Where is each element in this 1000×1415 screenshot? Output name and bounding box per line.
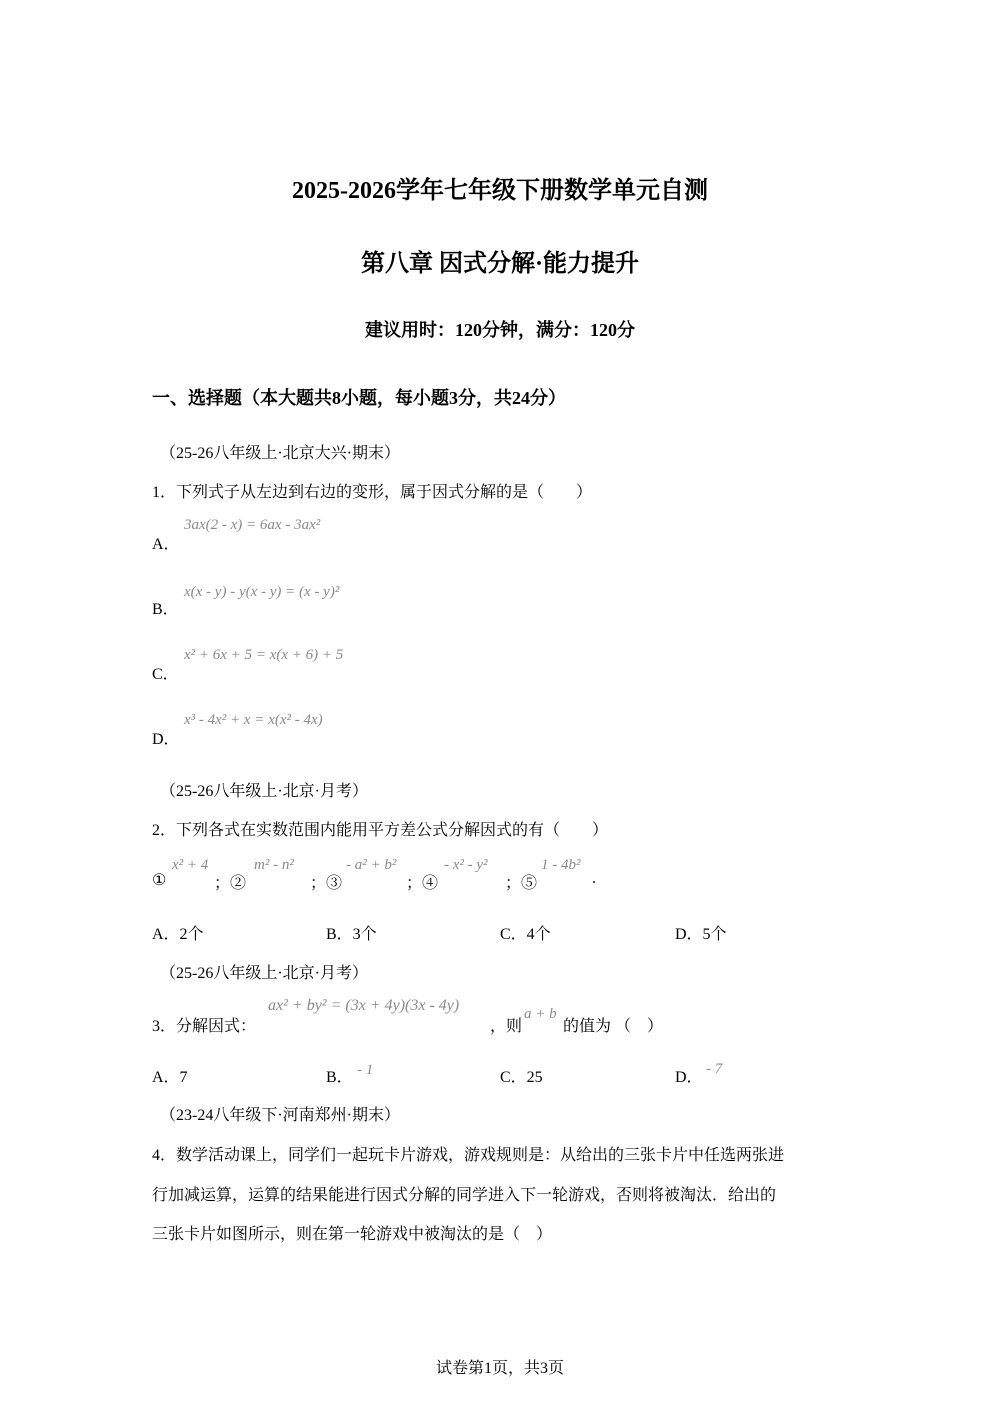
q2-option-c: C．4个 — [500, 926, 551, 943]
q1-source: （25-26八年级上·北京大兴·期末） — [160, 445, 400, 462]
q2-item-3-marker: ；③ — [310, 875, 343, 892]
q4-stem-line-3: 三张卡片如图所示，则在第一轮游戏中被淘汰的是（ ） — [152, 1226, 553, 1243]
q3-sum-expr: a + b — [524, 1006, 557, 1022]
q2-expr-2: m² - n² — [254, 857, 294, 873]
q3-option-b-value: - 1 — [357, 1062, 374, 1078]
q1-option-a-formula: 3ax(2 - x) = 6ax - 3ax² — [184, 517, 321, 533]
q1-option-d-label: D． — [152, 731, 180, 748]
section-heading: 一、选择题（本大题共8小题，每小题3分，共24分） — [152, 388, 566, 408]
q2-item-1-marker: ① — [152, 872, 167, 889]
q2-option-b: B．3个 — [326, 926, 377, 943]
q3-stem-end: 的值为 （ ） — [563, 1018, 664, 1035]
q3-option-d-value: - 7 — [706, 1061, 723, 1077]
q1-option-c-label: C． — [152, 666, 179, 683]
q1-option-c-formula: x² + 6x + 5 = x(x + 6) + 5 — [184, 647, 344, 663]
q3-stem-mid: ，则 — [490, 1018, 523, 1035]
q4-source: （23-24八年级下·河南郑州·期末） — [160, 1107, 400, 1124]
q2-expr-1: x² + 4 — [172, 857, 209, 873]
q3-option-c: C．25 — [500, 1069, 543, 1086]
q2-expr-5: 1 - 4b² — [541, 857, 581, 873]
q1-stem: 1．下列式子从左边到右边的变形，属于因式分解的是（ ） — [152, 484, 593, 501]
q1-option-b-label: B． — [152, 601, 179, 618]
q2-expr-3: - a² + b² — [346, 857, 397, 873]
q3-option-a: A．7 — [152, 1069, 188, 1086]
q2-option-a: A．2个 — [152, 926, 204, 943]
q2-option-d: D．5个 — [675, 926, 727, 943]
q2-item-2-marker: ；② — [214, 875, 247, 892]
q3-option-d-label: D． — [675, 1069, 703, 1086]
q2-item-4-marker: ；④ — [406, 875, 439, 892]
q4-stem-line-2: 行加减运算，运算的结果能进行因式分解的同学进入下一轮游戏，否则将被淘汰．给出的 — [152, 1187, 777, 1204]
q3-source: （25-26八年级上·北京·月考） — [160, 965, 368, 982]
q3-equation: ax² + by² = (3x + 4y)(3x - 4y) — [268, 997, 460, 1014]
chapter-title: 第八章 因式分解·能力提升 — [360, 251, 639, 277]
q2-expr-4: - x² - y² — [444, 857, 488, 873]
exam-title: 2025-2026学年七年级下册数学单元自测 — [292, 178, 708, 204]
page-footer: 试卷第1页，共3页 — [435, 1360, 564, 1377]
q3-stem-start: 3．分解因式： — [152, 1018, 257, 1035]
q1-option-a-label: A． — [152, 536, 180, 553]
q2-item-5-marker: ；⑤ — [505, 875, 538, 892]
q4-stem-line-1: 4．数学活动课上，同学们一起玩卡片游戏，游戏规则是：从给出的三张卡片中任选两张进 — [152, 1147, 785, 1164]
q2-end-period: . — [592, 870, 596, 887]
q1-option-d-formula: x³ - 4x² + x = x(x² - 4x) — [184, 712, 323, 728]
q1-option-b-formula: x(x - y) - y(x - y) = (x - y)² — [184, 584, 340, 600]
time-score-info: 建议用时：120分钟，满分：120分 — [365, 320, 635, 340]
q2-stem: 2．下列各式在实数范围内能用平方差公式分解因式的有（ ） — [152, 822, 609, 839]
q2-source: （25-26八年级上·北京·月考） — [160, 783, 368, 800]
q3-option-b-label: B． — [326, 1069, 353, 1086]
